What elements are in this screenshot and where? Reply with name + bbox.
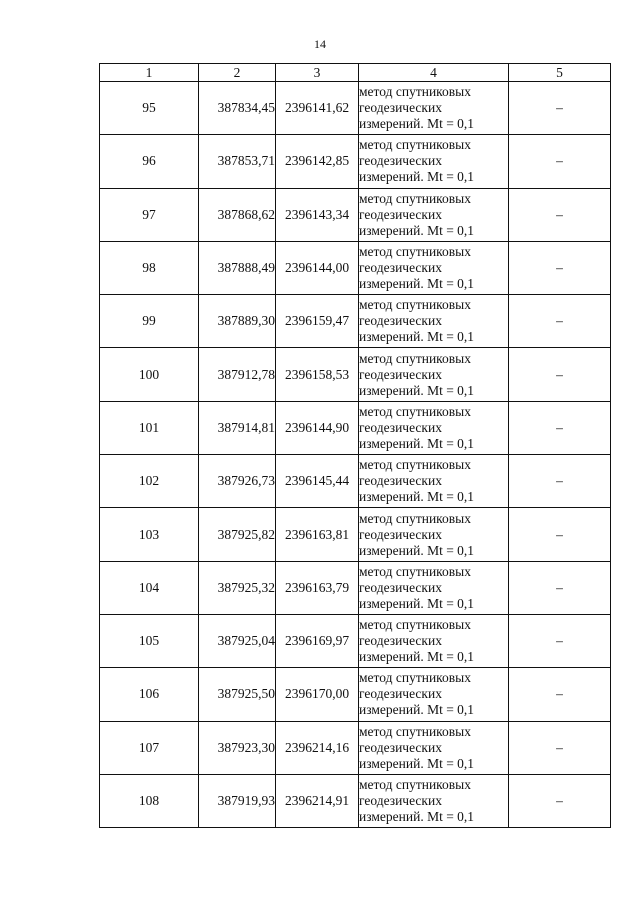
method-line: геодезических [359,419,442,435]
table-row [100,508,611,561]
method-cell [359,241,509,294]
x-coordinate-cell: 387888,49 [199,241,276,294]
method-line: геодезических [359,473,442,489]
table-row [100,188,611,241]
method-line: метод спутниковых [359,137,471,153]
method-line: геодезических [359,739,442,755]
method-cell [359,135,509,188]
method-line: геодезических [359,686,442,702]
table-row [100,135,611,188]
method-line: геодезических [359,100,442,116]
method-line: метод спутниковых [359,563,471,579]
method-line: измерений. Mt = 0,1 [359,649,475,665]
method-line: измерений. Mt = 0,1 [359,702,475,718]
method-line: метод спутниковых [359,457,471,473]
x-coordinate-cell: 387853,71 [199,135,276,188]
x-coordinate-cell: 387912,78 [199,348,276,401]
table-row [100,82,611,135]
page-number: 14 [314,37,326,51]
x-coordinate-cell: 387889,30 [199,295,276,348]
table-row [100,455,611,508]
y-coordinate-cell: 2396169,97 [276,614,359,667]
method-line: измерений. Mt = 0,1 [359,755,475,771]
x-coordinate-cell: 387925,04 [199,614,276,667]
header-col-3: 3 [276,64,359,82]
y-coordinate-cell: 2396141,62 [276,82,359,135]
point-number-cell: 107 [100,721,199,774]
x-coordinate-cell: 387868,62 [199,188,276,241]
column-5-cell: – [509,774,611,827]
point-number-cell: 103 [100,508,199,561]
x-coordinate-cell: 387925,50 [199,668,276,721]
table-row [100,401,611,454]
table-body [100,82,611,828]
table-row [100,614,611,667]
method-line: измерений. Mt = 0,1 [359,276,475,292]
column-5-cell: – [509,188,611,241]
point-number-cell: 106 [100,668,199,721]
method-line: геодезических [359,526,442,542]
method-line: метод спутниковых [359,403,471,419]
method-cell [359,82,509,135]
header-row [100,64,611,82]
method-cell [359,561,509,614]
column-5-cell: – [509,721,611,774]
method-line: геодезических [359,633,442,649]
method-line: метод спутниковых [359,350,471,366]
method-cell [359,188,509,241]
point-number-cell: 97 [100,188,199,241]
column-5-cell: – [509,614,611,667]
x-coordinate-cell: 387914,81 [199,401,276,454]
x-coordinate-cell: 387919,93 [199,774,276,827]
column-5-cell: – [509,401,611,454]
table-row [100,295,611,348]
method-line: геодезических [359,153,442,169]
column-5-cell: – [509,241,611,294]
x-coordinate-cell: 387925,32 [199,561,276,614]
column-5-cell: – [509,455,611,508]
method-cell [359,508,509,561]
table-row [100,668,611,721]
method-line: геодезических [359,366,442,382]
y-coordinate-cell: 2396214,91 [276,774,359,827]
table-row [100,348,611,401]
y-coordinate-cell: 2396143,34 [276,188,359,241]
header-col-5: 5 [509,64,611,82]
method-cell [359,721,509,774]
point-number-cell: 100 [100,348,199,401]
method-line: метод спутниковых [359,510,471,526]
y-coordinate-cell: 2396158,53 [276,348,359,401]
column-5-cell: – [509,348,611,401]
point-number-cell: 99 [100,295,199,348]
method-line: геодезических [359,579,442,595]
method-line: измерений. Mt = 0,1 [359,489,475,505]
header-col-2: 2 [199,64,276,82]
point-number-cell: 108 [100,774,199,827]
method-cell [359,774,509,827]
point-number-cell: 105 [100,614,199,667]
point-number-cell: 104 [100,561,199,614]
y-coordinate-cell: 2396145,44 [276,455,359,508]
y-coordinate-cell: 2396144,90 [276,401,359,454]
table-row [100,241,611,294]
method-line: измерений. Mt = 0,1 [359,435,475,451]
x-coordinate-cell: 387834,45 [199,82,276,135]
method-cell [359,295,509,348]
column-5-cell: – [509,561,611,614]
method-line: метод спутниковых [359,777,471,792]
column-5-cell: – [509,508,611,561]
method-line: измерений. Mt = 0,1 [359,382,475,398]
point-number-cell: 98 [100,241,199,294]
method-line: метод спутниковых [359,617,471,633]
method-cell [359,455,509,508]
column-5-cell: – [509,82,611,135]
point-number-cell: 95 [100,82,199,135]
method-line: метод спутниковых [359,244,471,260]
method-line: метод спутниковых [359,84,471,100]
method-line: метод спутниковых [359,670,471,686]
column-5-cell: – [509,295,611,348]
method-line: измерений. Mt = 0,1 [359,116,475,132]
method-line: метод спутниковых [359,190,471,206]
y-coordinate-cell: 2396170,00 [276,668,359,721]
column-5-cell: – [509,668,611,721]
method-line: измерений. Mt = 0,1 [359,542,475,558]
table-row [100,561,611,614]
method-line: измерений. Mt = 0,1 [359,222,475,238]
header-col-4: 4 [359,64,509,82]
method-line: геодезических [359,313,442,329]
y-coordinate-cell: 2396163,79 [276,561,359,614]
y-coordinate-cell: 2396163,81 [276,508,359,561]
y-coordinate-cell: 2396142,85 [276,135,359,188]
method-cell [359,614,509,667]
method-line: геодезических [359,793,442,808]
table-row [100,721,611,774]
y-coordinate-cell: 2396214,16 [276,721,359,774]
method-line: измерений. Mt = 0,1 [359,329,475,345]
table-header [100,64,611,82]
y-coordinate-cell: 2396144,00 [276,241,359,294]
method-line: метод спутниковых [359,297,471,313]
method-line: геодезических [359,260,442,276]
x-coordinate-cell: 387926,73 [199,455,276,508]
method-line: геодезических [359,206,442,222]
coordinates-table [99,63,611,828]
method-line: измерений. Mt = 0,1 [359,595,475,611]
header-col-1: 1 [100,64,199,82]
x-coordinate-cell: 387923,30 [199,721,276,774]
point-number-cell: 96 [100,135,199,188]
method-cell [359,348,509,401]
table-row [100,774,611,827]
x-coordinate-cell: 387925,82 [199,508,276,561]
y-coordinate-cell: 2396159,47 [276,295,359,348]
point-number-cell: 101 [100,401,199,454]
point-number-cell: 102 [100,455,199,508]
method-line: метод спутниковых [359,723,471,739]
method-line: измерений. Mt = 0,1 [359,809,475,824]
column-5-cell: – [509,135,611,188]
method-line: измерений. Mt = 0,1 [359,169,475,185]
method-cell [359,668,509,721]
method-cell [359,401,509,454]
